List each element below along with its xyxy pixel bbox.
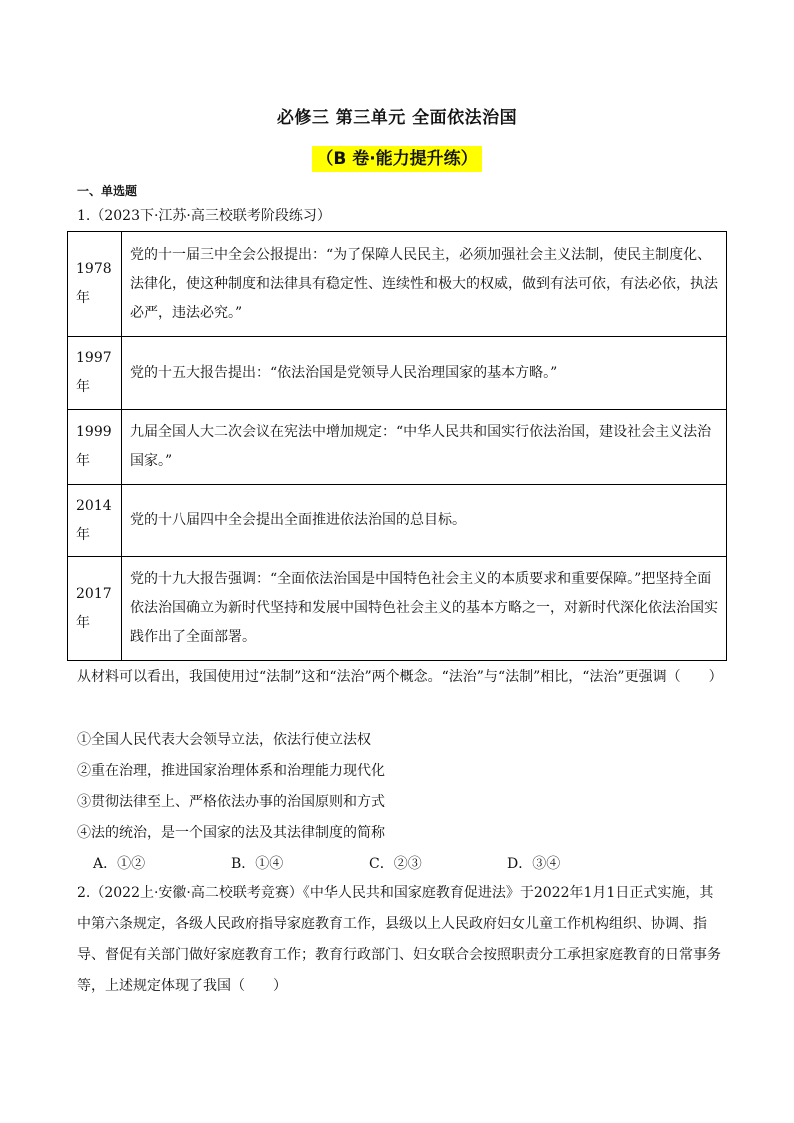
statement-2: ②重在治理，推进国家治理体系和治理能力现代化 bbox=[77, 763, 385, 779]
answer-options bbox=[93, 853, 693, 873]
table-row bbox=[68, 410, 727, 485]
statement-4: ④法的统治，是一个国家的法及其法律制度的简称 bbox=[77, 825, 385, 841]
year-cell: 1997年 bbox=[68, 337, 122, 410]
subtitle-container bbox=[0, 146, 794, 172]
year-cell: 2014年 bbox=[68, 485, 122, 557]
event-cell: 九届全国人大二次会议在宪法中增加规定：“中华人民共和国实行依法治国，建设社会主义法治国家。” bbox=[122, 410, 727, 485]
statement-1: ①全国人民代表大会领导立法，依法行使立法权 bbox=[77, 732, 371, 748]
table-row bbox=[68, 232, 727, 337]
statement-3: ③贯彻法律至上、严格依法办事的治国原则和方式 bbox=[77, 794, 385, 810]
question-1-prompt: 从材料可以看出，我国使用过“法制”这和“法治”两个概念。“法治”与“法制”相比，“法治”更强调（ ） bbox=[77, 669, 723, 685]
question-1-stem: 1.（2023下·江苏·高三校联考阶段练习） bbox=[77, 208, 331, 224]
table-row bbox=[68, 337, 727, 410]
event-cell: 党的十八届四中全会提出全面推进依法治国的总目标。 bbox=[122, 485, 727, 557]
option-a[interactable]: A．①② bbox=[93, 856, 146, 872]
section-heading: 一、单选题 bbox=[77, 184, 138, 198]
event-cell: 党的十九大报告强调：“全面依法治国是中国特色社会主义的本质要求和重要保障。”把坚持全面依法治国确立为新时代坚持和发展中国特色社会主义的基本方略之一，对新时代深化依法治国实践作出了全面部署。 bbox=[122, 557, 727, 661]
table-row bbox=[68, 485, 727, 557]
subtitle-highlight: （B 卷·能力提升练） bbox=[312, 146, 481, 172]
event-cell: 党的十一届三中全会公报提出：“为了保障人民民主，必须加强社会主义法制，使民主制度化、法律化，使这种制度和法律具有稳定性、连续性和极大的权威，做到有法可依，有法必依，执法必严，违法必究。” bbox=[122, 232, 727, 337]
year-cell: 1999年 bbox=[68, 410, 122, 485]
option-c[interactable]: C．②③ bbox=[369, 856, 422, 872]
page-title: 必修三 第三单元 全面依法治国 bbox=[276, 108, 518, 128]
option-b[interactable]: B．①④ bbox=[231, 856, 284, 872]
event-cell: 党的十五大报告提出：“依法治国是党领导人民治理国家的基本方略。” bbox=[122, 337, 727, 410]
timeline-table bbox=[67, 231, 727, 661]
option-d[interactable]: D．③④ bbox=[507, 856, 561, 872]
year-cell: 1978年 bbox=[68, 232, 122, 337]
question-2-text: 2.（2022上·安徽·高二校联考竞赛）《中华人民共和国家庭教育促进法》于2022年1月1日正式实施，其中第六条规定，各级人民政府指导家庭教育工作，县级以上人民政府妇女儿童工作机构组织、协调、指导、督促有关部门做好家庭教育工作；教育行政部门、妇女联合会按照职责分工承担家庭教育的日常事务等，上述规定体现了我国（ ） bbox=[77, 885, 721, 994]
year-cell: 2017年 bbox=[68, 557, 122, 661]
table-row bbox=[68, 557, 727, 661]
